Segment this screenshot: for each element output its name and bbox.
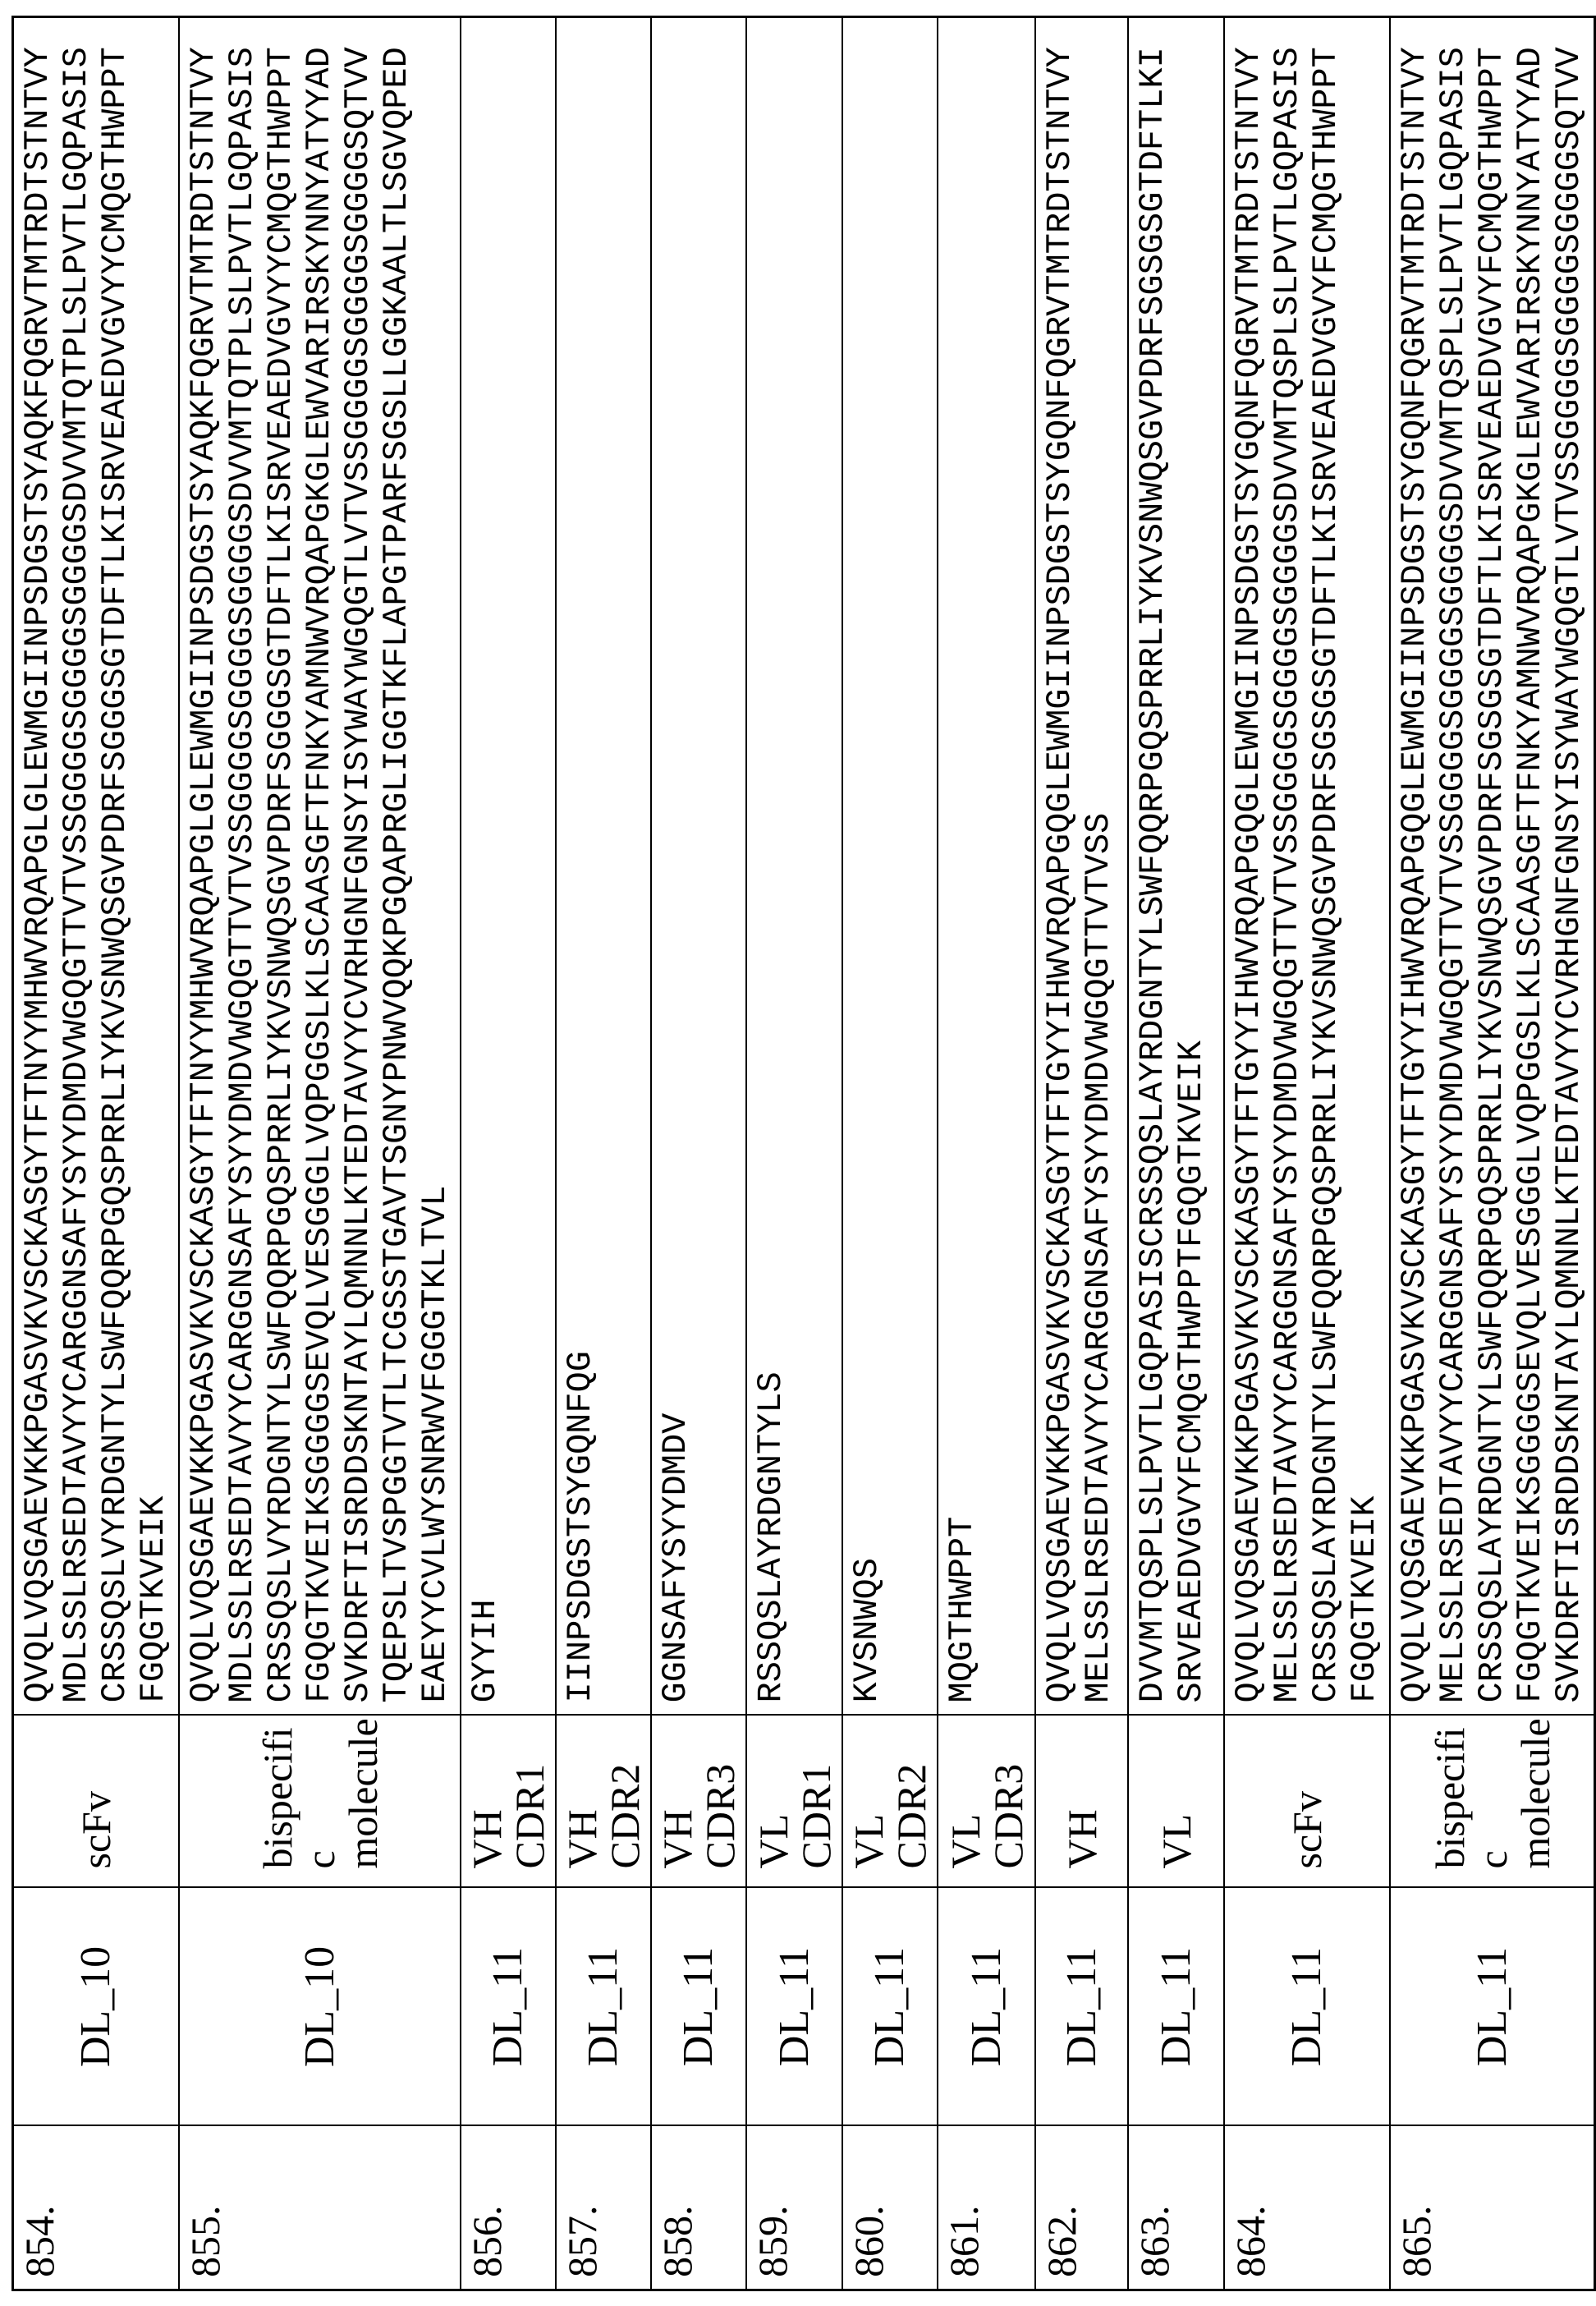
amino-acid-sequence: QVQLVQSGAEVKKPGASVKVSCKASGYTFTGYYIHWVRQAPGQGLEWMGIINPSDGSTSYGQNFQGRVTMTRDTSTNTVYMELSSLRSEDTAVYYCARGGNSAFYSYYDMDVWGQGTTVTVSSGGGGSGGGGSGGGGSDVVMTQSPLSLPVTLGQPASISCRSSQSLAYRDGNTYLSWFQQRPGQSPRRLIYKVSNWQSGVPDRFSGSGSGTDFTLKISRVEAEDVGVYFCMQGTHWPPTFGQGTKVEIKSGGGGSEVQLVESGGGLVQPGGSLKLSCAASGFTFNKYAMNWVRQAPGKGLEWVARIRSKYNNYATYYADSVKDRFTISRDDSKNTAYLQMNNLKTEDTAVYYCVRHGNFGNSYISYWAYWGQGTLVTVSSGGGGSGGGGSGGGGSQTVV <box>1396 47 1589 1702</box>
rotated-page <box>0 0 1531 2306</box>
table-row <box>1224 17 1390 2290</box>
sequence-cell <box>1035 17 1128 1716</box>
seq-id-number: 855. <box>179 2126 461 2290</box>
molecule-id: DL_11 <box>938 1888 1035 2126</box>
seq-id-number: 864. <box>1224 2126 1390 2290</box>
sequence-cell <box>1390 17 1595 1716</box>
seq-id-number: 863. <box>1128 2126 1224 2290</box>
region-type: VH CDR1 <box>461 1716 556 1888</box>
table-row <box>13 17 180 2290</box>
region-type: VH CDR2 <box>556 1716 651 1888</box>
region-type: scFv <box>13 1716 180 1888</box>
region-type: VL CDR1 <box>746 1716 842 1888</box>
molecule-id: DL_11 <box>1128 1888 1224 2126</box>
molecule-id: DL_11 <box>842 1888 938 2126</box>
amino-acid-sequence: QVQLVQSGAEVKKPGASVKVSCKASGYTFTGYYIHWVRQAPGQGLEWMGIINPSDGSTSYGQNFQGRVTMTRDTSTNTVYMELSSLRSEDTAVYYCARGGNSAFYSYYDMDVWGQGTTVTVSS <box>1041 47 1118 1702</box>
molecule-id: DL_11 <box>1390 1888 1595 2126</box>
region-type: VH <box>1035 1716 1128 1888</box>
region-type: VH CDR3 <box>651 1716 746 1888</box>
table-row <box>556 17 651 2290</box>
sequence-cell <box>13 17 180 1716</box>
region-type: bispecifi c molecule <box>1390 1716 1595 1888</box>
seq-id-number: 860. <box>842 2126 938 2290</box>
table-row <box>1035 17 1128 2290</box>
sequence-table <box>11 16 1596 2291</box>
seq-id-number: 858. <box>651 2126 746 2290</box>
amino-acid-sequence: QVQLVQSGAEVKKPGASVKVSCKASGYTFTNYYMHWVRQAPGLGLEWMGIINPSDGSTSYAQKFQGRVTMTRDTSTNTVYMDLSSLRSEDTAVYYCARGGNSAFYSYYDMDVWGQGTTVTVSSGGGGSGGGGSGGGGSDVVMTQTPLSLPVTLGQPASISCRSSQSLVYRDGNTYLSWFQQRPGQSPRRLIYKVSNWQSGVPDRFSGGGSGTDFTLKISRVEAEDVGVYYCMQGTHWPPTFGQGTKVEIKSGGGGSEVQLVESGGGLVQPGGSLKLSCAASGFTFNKYAMNWVRQAPGKGLEWVARIRSKYNNYATYYADSVKDRFTISRDDSKNTAYLQMNNLKTEDTAVYYCVRHGNFGNSYISYWAYWGQGTLVTVSSGGGGSGGGGSGGGGSQTVVTQEPSLTVSPGGTVTLTCGSSTGAVTSGNYPNWVQQKPGQAPRGLIGGTKFLAPGTPARFSGSLLGGKAALTLSGVQPEDEAEYYCVLWYSNRWVFGGGTKLTVL <box>185 47 455 1702</box>
region-type: bispecifi c molecule <box>179 1716 461 1888</box>
seq-id-number: 861. <box>938 2126 1035 2290</box>
sequence-cell <box>556 17 651 1716</box>
sequence-cell <box>1128 17 1224 1716</box>
seq-id-number: 856. <box>461 2126 556 2290</box>
amino-acid-sequence: QVQLVQSGAEVKKPGASVKVSCKASGYTFTGYYIHWVRQAPGQGLEWMGIINPSDGSTSYGQNFQGRVTMTRDTSTNTVYMELSSLRSEDTAVYYCARGGNSAFYSYYDMDVWGQGTTVTVSSGGGGSGGGGSGGGGSDVVMTQSPLSLPVTLGQPASISCRSSQSLAYRDGNTYLSWFQQRPGQSPRRLIYKVSNWQSGVPDRFSGSGSGTDFTLKISRVEAEDVGVYFCMQGTHWPPTFGQGTKVEIK <box>1230 47 1384 1702</box>
amino-acid-sequence: DVVMTQSPLSLPVTLGQPASISCRSSQSLAYRDGNTYLSWFQQRPGQSPRRLIYKVSNWQSGVPDRFSGSGSGTDFTLKISRVEAEDVGVYFCMQGTHWPPTFGQGTKVEIK <box>1134 47 1211 1702</box>
region-type: VL CDR2 <box>842 1716 938 1888</box>
seq-id-number: 859. <box>746 2126 842 2290</box>
table-row <box>842 17 938 2290</box>
sequence-cell <box>938 17 1035 1716</box>
table-row <box>1128 17 1224 2290</box>
region-type: VL <box>1128 1716 1224 1888</box>
sequence-cell <box>746 17 842 1716</box>
sequence-cell <box>179 17 461 1716</box>
molecule-id: DL_11 <box>1224 1888 1390 2126</box>
table-row <box>651 17 746 2290</box>
amino-acid-sequence: MQGTHWPPT <box>943 47 982 1702</box>
table-row <box>179 17 461 2290</box>
table-row <box>461 17 556 2290</box>
molecule-id: DL_10 <box>13 1888 180 2126</box>
seq-id-number: 854. <box>13 2126 180 2290</box>
amino-acid-sequence: GYYIH <box>466 47 505 1702</box>
sequence-cell <box>842 17 938 1716</box>
amino-acid-sequence: GGNSAFYSYYDMDV <box>657 47 695 1702</box>
sequence-cell <box>651 17 746 1716</box>
region-type: scFv <box>1224 1716 1390 1888</box>
molecule-id: DL_11 <box>461 1888 556 2126</box>
molecule-id: DL_10 <box>179 1888 461 2126</box>
amino-acid-sequence: RSSQSLAYRDGNTYLS <box>752 47 791 1702</box>
sequence-cell <box>461 17 556 1716</box>
amino-acid-sequence: QVQLVQSGAEVKKPGASVKVSCKASGYTFTNYYMHWVRQAPGLGLEWMGIINPSDGSTSYAQKFQGRVTMTRDTSTNTVYMDLSSLRSEDTAVYYCARGGNSAFYSYYDMDVWGQGTTVTVSSGGGGSGGGGSGGGGSDVVMTQTPLSLPVTLGQPASISCRSSQSLVYRDGNTYLSWFQQRPGQSPRRLIYKVSNWQSGVPDRFSGGGSGTDFTLKISRVEAEDVGVYYCMQGTHWPPTFGQGTKVEIK <box>19 47 173 1702</box>
seq-id-number: 862. <box>1035 2126 1128 2290</box>
molecule-id: DL_11 <box>556 1888 651 2126</box>
amino-acid-sequence: KVSNWQS <box>848 47 887 1702</box>
molecule-id: DL_11 <box>1035 1888 1128 2126</box>
seq-id-number: 865. <box>1390 2126 1595 2290</box>
table-row <box>938 17 1035 2290</box>
region-type: VL CDR3 <box>938 1716 1035 1888</box>
seq-id-number: 857. <box>556 2126 651 2290</box>
table-row <box>746 17 842 2290</box>
amino-acid-sequence: IINPSDGSTSYGQNFQG <box>562 47 600 1702</box>
molecule-id: DL_11 <box>651 1888 746 2126</box>
table-row <box>1390 17 1595 2290</box>
molecule-id: DL_11 <box>746 1888 842 2126</box>
sequence-cell <box>1224 17 1390 1716</box>
